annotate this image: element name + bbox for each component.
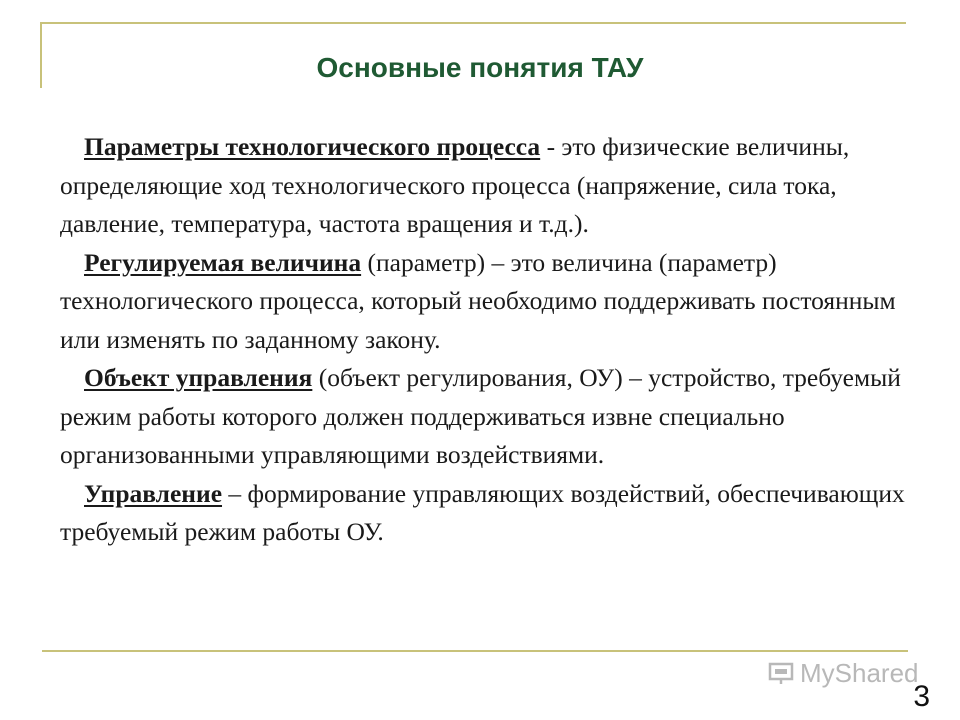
presentation-icon — [768, 662, 794, 686]
term-control-object: Объект управления — [84, 363, 313, 392]
frame-top-line — [40, 22, 906, 24]
paragraph-control-object — [60, 359, 910, 475]
definition-process-parameters: - это физические величины, определяющие ход технологического процесса (напряжение, сила тока, давление, температура, частота вращения и т.д.). — [60, 132, 850, 238]
paragraph-control — [60, 475, 910, 552]
term-controlled-variable: Регулируемая величина — [84, 247, 362, 277]
term-process-parameters: Параметры технологического процесса — [84, 132, 541, 161]
page-number: 3 — [913, 680, 930, 713]
slide-body — [60, 128, 910, 552]
watermark-text: MyShared — [800, 658, 919, 688]
term-control: Управление — [84, 478, 223, 508]
slide-title: Основные понятия ТАУ — [316, 52, 644, 83]
definition-control: – формирование управляющих воздействий, обеспечивающих требуемый режим работы ОУ. — [60, 478, 905, 546]
paragraph-process-parameters — [60, 128, 910, 244]
definition-control-object: (объект регулирования, ОУ) – устройство, требуемый режим работы которого должен поддерживаться извне специально организованными управляющими воздействиями. — [60, 363, 901, 469]
definition-controlled-variable: (параметр) – это величина (параметр) технологического процесса, который необходимо поддерживать постоянным или изменять по заданному закону. — [60, 247, 896, 354]
frame-bottom-line — [42, 650, 908, 652]
watermark-logo — [768, 658, 919, 689]
paragraph-controlled-variable — [60, 244, 910, 360]
